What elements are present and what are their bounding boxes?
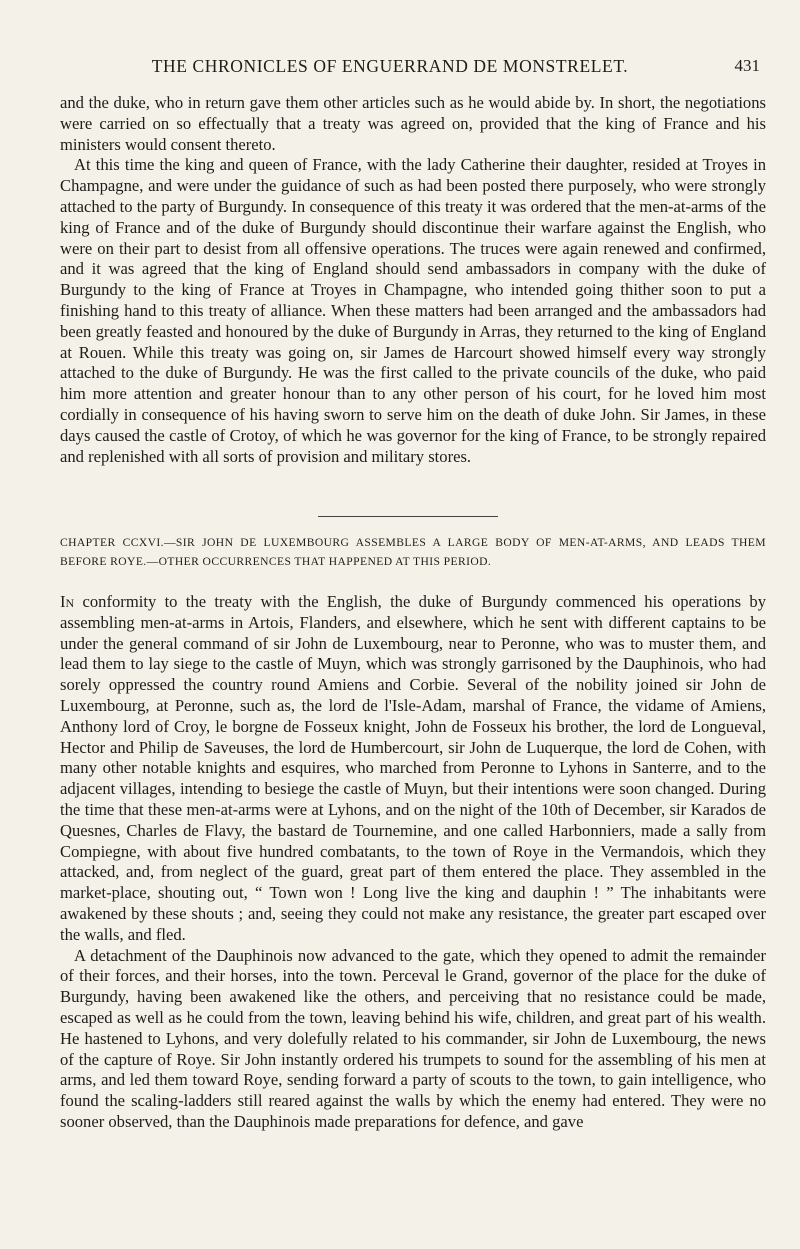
section-two bbox=[60, 592, 766, 1133]
paragraph-text: conformity to the treaty with the English, the duke of Burgundy commenced his operations by assembling men-at-arms in Artois, Flanders, and elsewhere, which he sent with different captains to be under the general command of sir John de Luxembourg, near to Peronne, who was to muster them, and lead them to lay siege to the castle of Muyn, which was strongly garrisoned by the Dauphinois, who had sorely oppressed the country round Amiens and Corbie. Several of the nobility joined sir John de Luxembourg, at Peronne, such as, the lord de l'Isle-Adam, marshal of France, the vidame of Amiens, Anthony lord of Croy, le borgne de Fosseux knight, John de Fosseux his brother, the lord de Longueval, Hector and Philip de Saveuses, the lord de Humbercourt, sir John de Luquerque, the lord de Cohen, with many other notable knights and esquires, who marched from Peronne to Lyhons in Santerre, and to the adjacent villages, intending to besiege the castle of Muyn, but their intentions were soon changed. During the time that these men-at-arms were at Lyhons, and on the night of the 10th of December, sir Karados de Quesnes, Charles de Flavy, the bastard de Tournemine, and one called Harbonniers, made a sally from Compiegne, with about five hundred combatants, to the town of Roye in the Vermandois, which they attacked, and, from neglect of the guard, great part of them entered the place. They assembled in the market-place, shouting out, “ Town won ! Long live the king and dauphin ! ” The inhabitants were awakened by these shouts ; and, seeing they could not make any resistance, the greater part escaped over the walls, and fled. bbox=[60, 592, 766, 944]
chapter-heading: CHAPTER CCXVI.—SIR JOHN DE LUXEMBOURG ASSEMBLES A LARGE BODY OF MEN-AT-ARMS, AND LEADS THEM BEFORE ROYE.—OTHER OCCURRENCES THAT HAPPENED AT THIS PERIOD. bbox=[60, 536, 766, 568]
running-head bbox=[60, 56, 760, 82]
page-number: 431 bbox=[734, 56, 760, 75]
paragraph bbox=[60, 592, 766, 946]
section-divider bbox=[318, 516, 498, 517]
paragraph: and the duke, who in return gave them other articles such as he would abide by. In short, the negotiations were carried on so effectually that a treaty was agreed on, provided that the king of France and his ministers would consent thereto. bbox=[60, 93, 766, 154]
drop-lead-word: In bbox=[60, 592, 75, 611]
running-title: THE CHRONICLES OF ENGUERRAND DE MONSTRELET. bbox=[151, 56, 629, 76]
paragraph: At this time the king and queen of France, with the lady Catherine their daughter, resided at Troyes in Champagne, and were under the guidance of such as had been posted there purposely, who were strongly attached to the party of Burgundy. In consequence of this treaty it was ordered that the men-at-arms of the king of France and of the duke of Burgundy should discontinue their warfare against the English, who were on their part to desist from all offensive operations. The truces were again renewed and confirmed, and it was agreed that the king of England should send ambassadors in company with the duke of Burgundy to the king of France at Troyes in Champagne, who intended going thither soon to put a finishing hand to this treaty of alliance. When these matters had been arranged and the ambassadors had been greatly feasted and honoured by the duke of Burgundy in Arras, they returned to the king of England at Rouen. While this treaty was going on, sir James de Harcourt showed himself every way strongly attached to the duke of Burgundy. He was the first called to the private councils of the duke, who paid him more attention and greater honour than to any other person of his court, for he loved him most cordially in consequence of his having sworn to serve him on the death of duke John. Sir James, in these days caused the castle of Crotoy, of which he was governor for the king of France, to be strongly repaired and replenished with all sorts of provision and military stores. bbox=[60, 155, 766, 466]
paragraph: A detachment of the Dauphinois now advanced to the gate, which they opened to admit the remainder of their forces, and their horses, into the town. Perceval le Grand, governor of the place for the duke of Burgundy, having been awakened like the others, and perceiving that no resistance could be made, escaped as well as he could from the town, leaving behind his wife, children, and great part of his wealth. He hastened to Lyhons, and very dolefully related to his commander, sir John de Luxembourg, the news of the capture of Roye. Sir John instantly ordered his trumpets to sound for the assembling of his men at arms, and led them toward Roye, sending forward a party of scouts to the town, to gain intelligence, who found the scaling-ladders still reared against the walls by which the enemy had entered. They were no sooner observed, than the Dauphinois made preparations for defence, and gave bbox=[60, 945, 766, 1131]
section-one bbox=[60, 93, 766, 467]
